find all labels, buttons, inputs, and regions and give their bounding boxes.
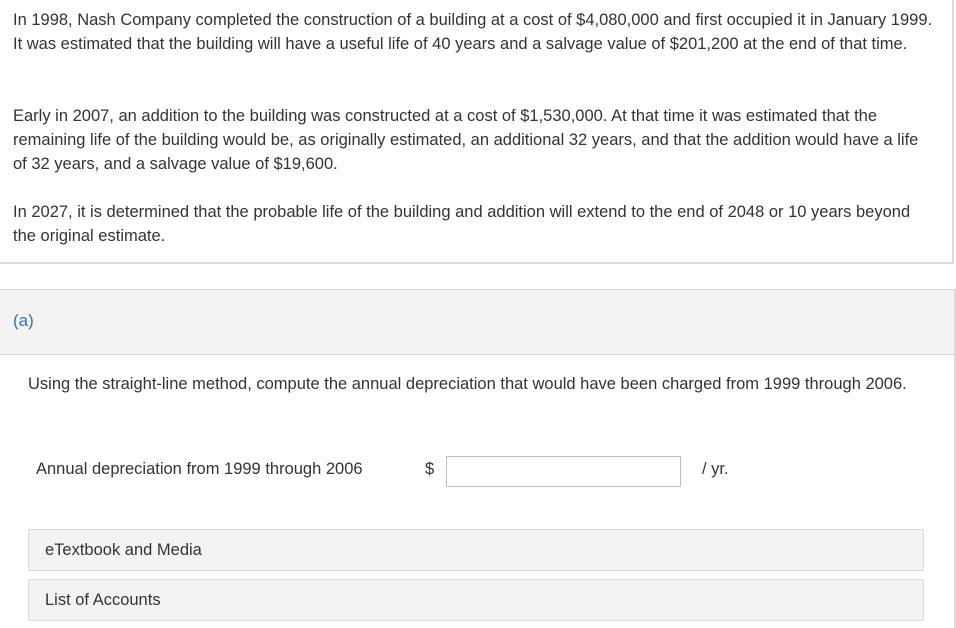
- unit-label: / yr.: [702, 460, 729, 478]
- etextbook-media-label: eTextbook and Media: [45, 541, 202, 559]
- problem-paragraph-1: In 1998, Nash Company completed the construction of a building at a cost of $4,080,000 and first occupied it in January 1999. It was estimated that the building will have a useful life of 40 years and a salvage value of $201,200 at the end of that time.: [13, 11, 933, 53]
- annual-depreciation-input[interactable]: [446, 456, 681, 487]
- problem-paragraph-3: In 2027, it is determined that the probable life of the building and addition will extend to the end of 2048 or 10 years beyond the original estimate.: [13, 203, 911, 245]
- problem-paragraph-2: Early in 2007, an addition to the building was constructed at a cost of $1,530,000. At that time it was estimated that the remaining life of the building would be, as originally estimated, an additional 32 years, and that the addition would have a life of 32 years, and a salvage value of $19,600.: [13, 107, 919, 173]
- currency-symbol: $: [425, 460, 435, 478]
- part-a-label: (a): [13, 311, 34, 330]
- list-of-accounts-button[interactable]: [28, 579, 924, 621]
- part-a-question: Using the straight-line method, compute the annual depreciation that would have been charged from 1999 through 2006.: [28, 375, 907, 393]
- problem-statement: [0, 0, 954, 264]
- list-of-accounts-label: List of Accounts: [45, 591, 161, 609]
- answer-label: Annual depreciation from 1999 through 2006: [36, 460, 363, 478]
- etextbook-media-button[interactable]: [28, 529, 924, 571]
- part-a-header: [0, 290, 954, 355]
- part-a-section: [0, 289, 956, 628]
